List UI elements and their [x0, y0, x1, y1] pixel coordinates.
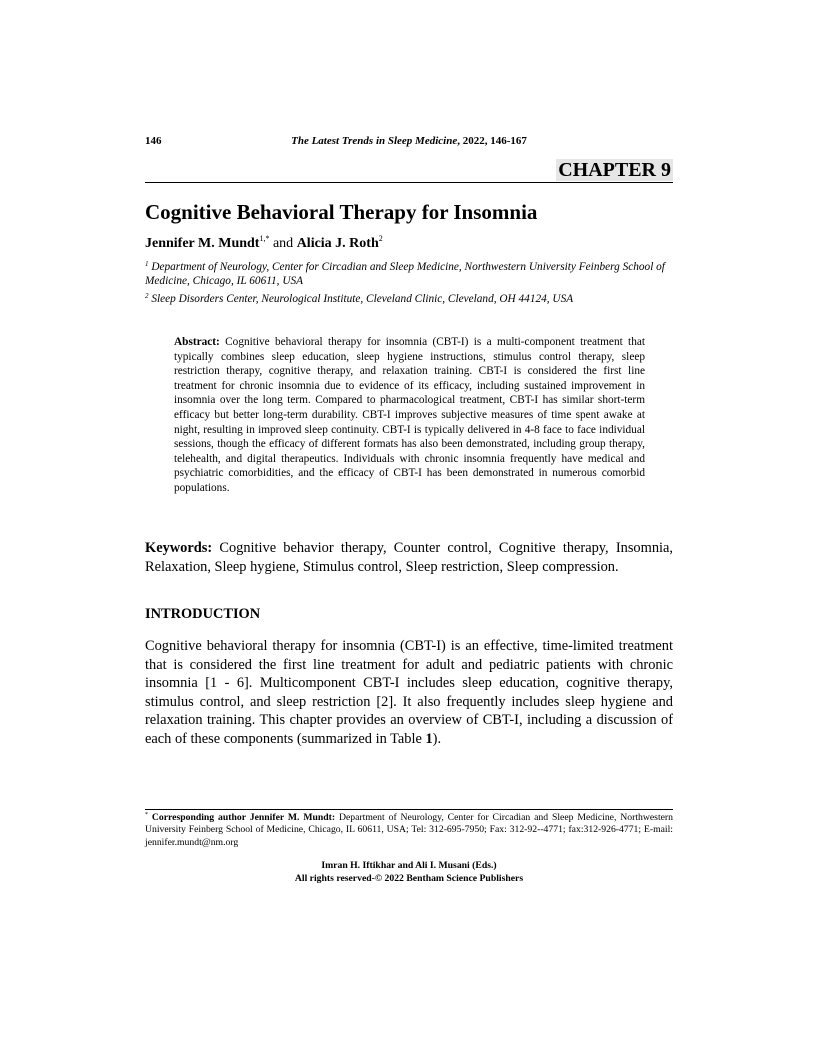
chapter-label: CHAPTER 9: [558, 159, 671, 181]
author-connector: and: [269, 236, 297, 251]
affiliation-1: [145, 260, 673, 288]
footnote-text: Department of Neurology, Center for Circadian and Sleep Medicine, Northwestern University Feinberg School of Medicine, Chicago, IL 60611, USA; Tel: 312-695-7950; Fax: 312-92--4771; fax:312-926-4771; E-mail: jennifer.mundt@nm.org: [145, 812, 674, 848]
page-number: 146: [145, 135, 162, 147]
introduction-text: Cognitive behavioral therapy for insomnia (CBT-I) is an effective, time-limited treatment that is considered the first line treatment for adult and pediatric patients with chronic insomnia [1 - 6]. Multicomponent CBT-I includes sleep education, cognitive therapy, stimulus control, and sleep restriction [2]. It also frequently includes sleep hygiene and relaxation training. This chapter provides an overview of CBT-I, including a discussion of each of these components (summarized in Table: [145, 638, 673, 747]
chapter-title: Cognitive Behavioral Therapy for Insomnia: [145, 200, 538, 224]
abstract-text: Cognitive behavioral therapy for insomnia (CBT-I) is a multi-component treatment that typically combines sleep education, sleep hygiene instructions, stimulus control therapy, sleep restriction therapy, cognitive therapy, and relaxation training. CBT-I is considered the first line treatment for chronic insomnia due to evidence of its efficacy, including sustained improvement in insomnia over the long term. Compared to pharmacological treatment, CBT-I has similar short-term efficacy but better long-term durability. CBT-I improves subjective measures of time spent awake at night, resulting in improved sleep continuity. CBT-I is typically delivered in 4-8 face to face individual sessions, though the efficacy of different formats has also been demonstrated, including group therapy, telehealth, and digital therapeutics. Individuals with chronic insomnia frequently have medical and psychiatric comorbidities, and the efficacy of CBT-I has been demonstrated in numerous comorbid populations.: [174, 336, 645, 494]
author-2-name: Alicia J. Roth: [296, 236, 379, 251]
copyright-line: All rights reserved-© 2022 Bentham Science Publishers: [294, 872, 524, 884]
abstract: [174, 335, 645, 496]
footnote-divider: [145, 809, 673, 810]
affiliation-1-marker: 1: [145, 260, 149, 268]
affiliation-1-text: Department of Neurology, Center for Circadian and Sleep Medicine, Northwestern University Feinberg School of Medicine, Chicago, IL 60611, USA: [145, 261, 665, 287]
publisher-info: [145, 860, 673, 885]
section-heading-introduction: INTRODUCTION: [145, 606, 261, 622]
table-reference: 1: [425, 730, 433, 747]
keywords-label: Keywords:: [145, 540, 213, 556]
author-2-marker: 2: [378, 234, 383, 243]
introduction-paragraph: [145, 637, 673, 749]
chapter-divider: [145, 182, 673, 183]
affiliation-2: [145, 292, 673, 306]
journal-citation: [145, 135, 673, 147]
running-head: [145, 135, 673, 149]
keywords: [145, 539, 673, 576]
affiliation-2-text: Sleep Disorders Center, Neurological Institute, Cleveland Clinic, Cleveland, OH 44124, USA: [148, 293, 574, 305]
introduction-text-end: ).: [432, 730, 442, 747]
footnote: [145, 812, 673, 849]
keywords-text: Cognitive behavior therapy, Counter control, Cognitive therapy, Insomnia, Relaxation, Sleep hygiene, Stimulus control, Sleep restriction, Sleep compression.: [145, 540, 673, 575]
journal-volume-pages: , 2022, 146-167: [457, 135, 527, 147]
author-line: [145, 235, 673, 253]
author-1-name: Jennifer M. Mundt: [145, 236, 260, 251]
footnote-marker: *: [145, 812, 148, 818]
author-1-marker: 1,*: [259, 234, 270, 243]
journal-title: The Latest Trends in Sleep Medicine: [291, 135, 458, 147]
affiliation-2-marker: 2: [145, 292, 149, 300]
editors-line: Imran H. Iftikhar and Ali I. Musani (Eds.): [321, 860, 497, 871]
footnote-label: Corresponding author Jennifer M. Mundt:: [151, 812, 336, 823]
abstract-label: Abstract:: [174, 336, 220, 348]
